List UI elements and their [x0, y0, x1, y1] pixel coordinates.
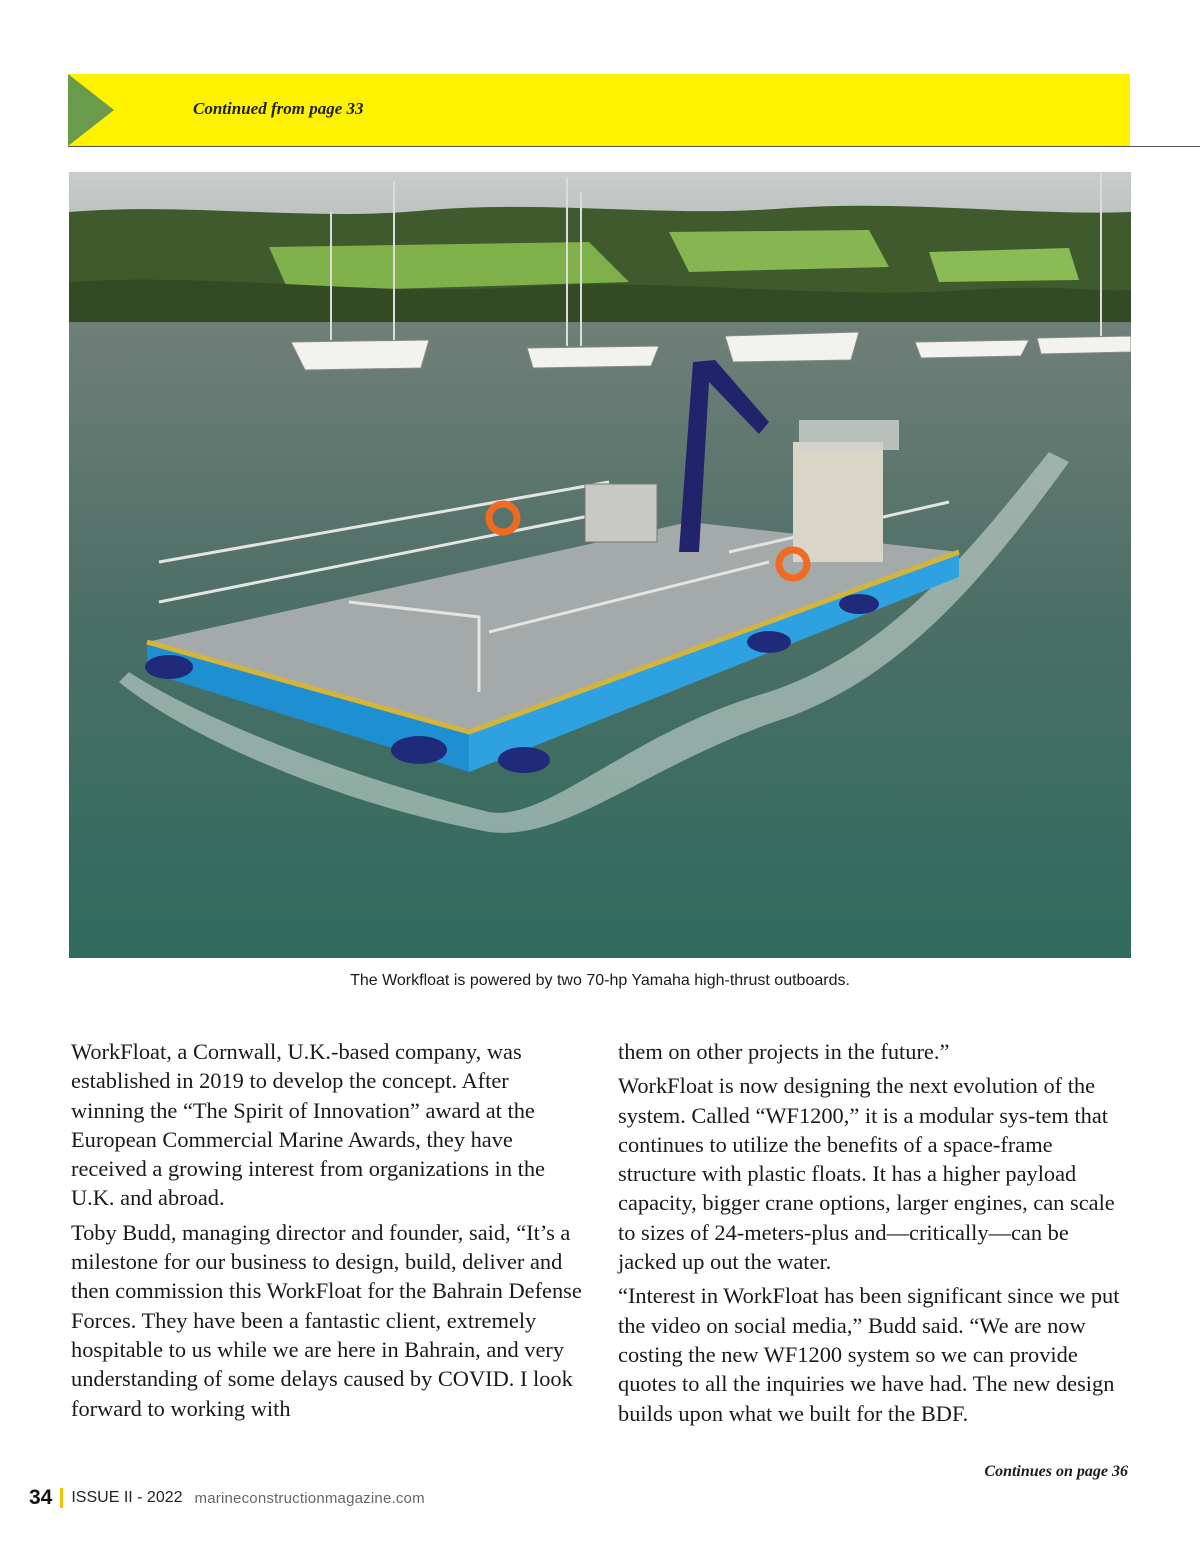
issue-label: ISSUE II - 2022 [71, 1489, 183, 1506]
paragraph: Toby Budd, managing director and founder, said, “It’s a milestone for our business to design, build, deliver and then commission this WorkFloat for the Bahrain Defense Forces. They have been a fantastic client, extremely hospitable to us while we are here in Bahrain, and very understanding of some delays caused by COVID. I look forward to working with [71, 1219, 582, 1421]
photo-caption: The Workfloat is powered by two 70-hp Yamaha high-thrust outboards. [350, 972, 850, 989]
paragraph: WorkFloat, a Cornwall, U.K.-based company, was established in 2019 to develop the concept. After winning the “The Spirit of Innovation” award at the European Commercial Marine Awards, they have received a growing interest from organizations in the U.K. and abroad. [71, 1039, 545, 1211]
page-footer [29, 1483, 425, 1513]
banner-arrow-icon [68, 74, 114, 146]
page-number: 34 [29, 1486, 53, 1509]
paragraph: “Interest in WorkFloat has been significant since we put the video on social media,” Budd said. “We are now costing the new WF1200 system so we can provide quotes to all the inquiries we have had. The new design builds upon what we built for the BDF. [618, 1283, 1120, 1426]
workfloat-barge-image [69, 172, 1131, 958]
workfloat-photo [69, 172, 1131, 958]
header-rule [68, 146, 1200, 147]
website-link[interactable]: marineconstructionmagazine.com [194, 1489, 425, 1507]
article-column-right [618, 1037, 1130, 1433]
footer-divider [60, 1488, 63, 1508]
continues-on-label: Continues on page 36 [984, 1463, 1128, 1480]
continued-from-label: Continued from page 33 [193, 99, 364, 118]
article-column-left [71, 1037, 583, 1428]
paragraph: WorkFloat is now designing the next evolution of the system. Called “WF1200,” it is a modular sys-tem that continues to utilize the benefits of a space-frame structure with plastic floats. It has a higher payload capacity, bigger crane options, larger engines, can scale to sizes of 24-meters-plus and—critically—can be jacked up out the water. [618, 1073, 1115, 1275]
paragraph: them on other projects in the future.” [618, 1039, 950, 1064]
